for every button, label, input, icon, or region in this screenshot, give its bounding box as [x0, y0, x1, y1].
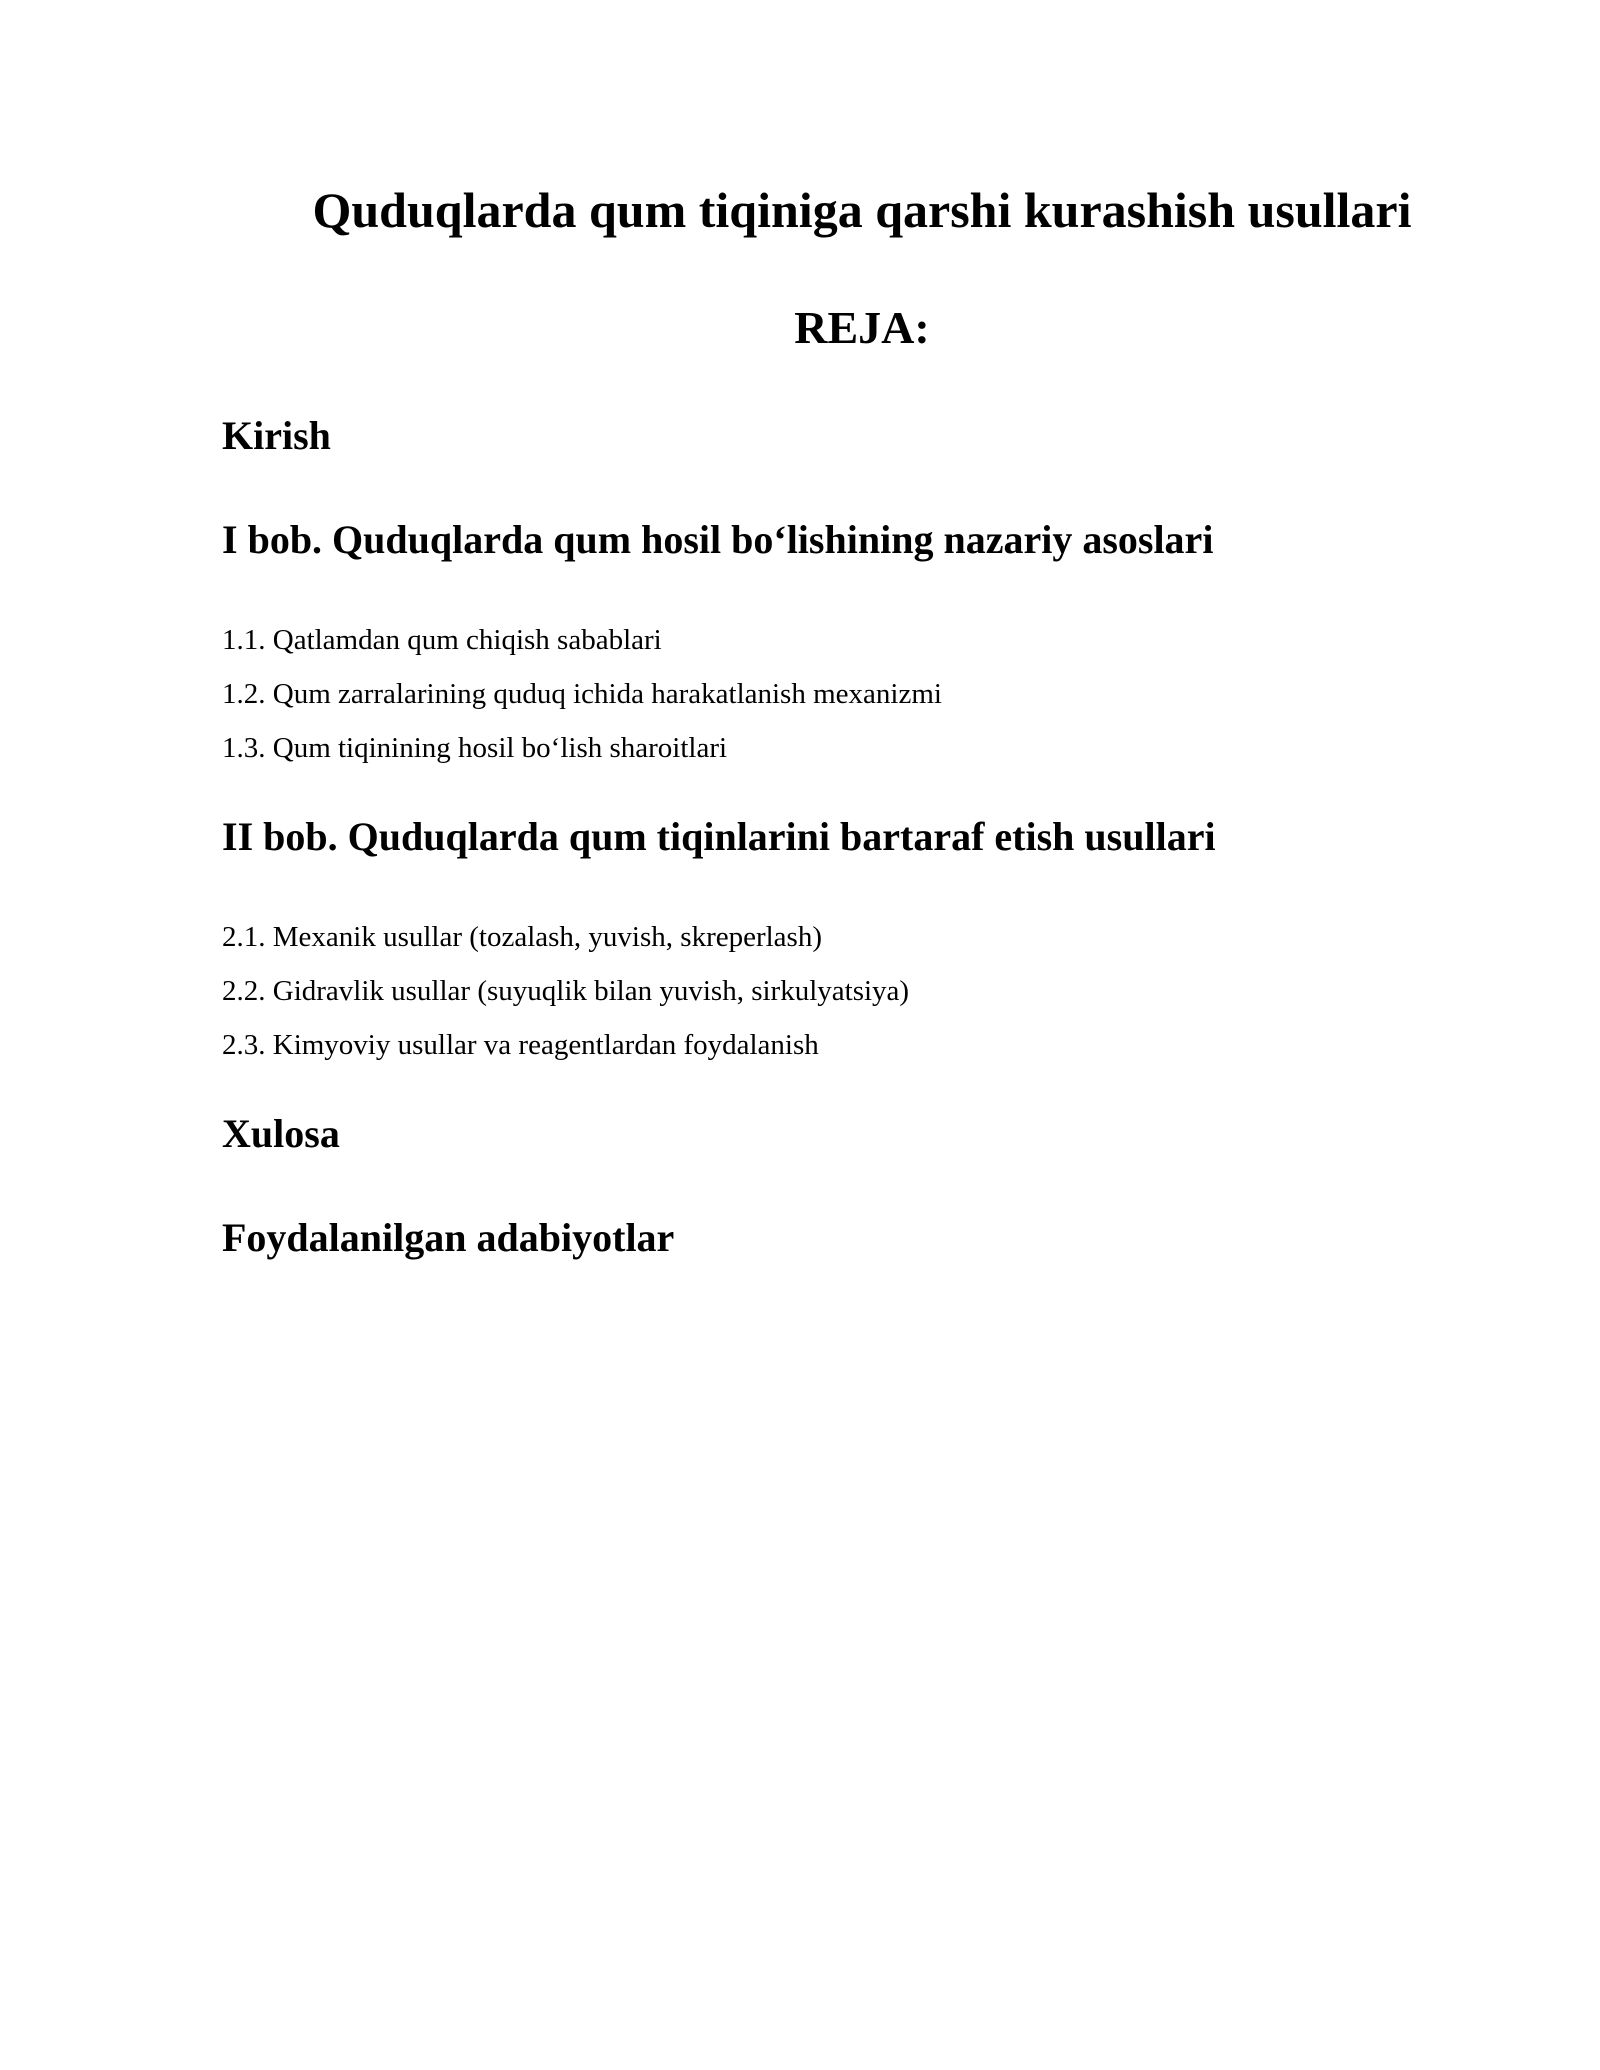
- chapter-2-item: 2.1. Mexanik usullar (tozalash, yuvish, skreperlash): [222, 921, 822, 953]
- section-heading-conclusion: Xulosa: [222, 1111, 340, 1156]
- plan-heading: REJA:: [794, 302, 930, 353]
- chapter-1-heading: I bob. Quduqlarda qum hosil bo‘lishining nazariy asoslari: [222, 517, 1214, 562]
- chapter-1-item: 1.1. Qatlamdan qum chiqish sabablari: [222, 624, 662, 656]
- document-title: Quduqlarda qum tiqiniga qarshi kurashish usullari: [312, 182, 1412, 238]
- section-heading-references: Foydalanilgan adabiyotlar: [222, 1215, 675, 1260]
- chapter-1-item: 1.2. Qum zarralarining quduq ichida harakatlanish mexanizmi: [222, 678, 942, 710]
- chapter-1-item: 1.3. Qum tiqinining hosil bo‘lish sharoitlari: [222, 732, 728, 764]
- chapter-2-item: 2.2. Gidravlik usullar (suyuqlik bilan yuvish, sirkulyatsiya): [222, 975, 910, 1007]
- chapter-2-heading: II bob. Quduqlarda qum tiqinlarini bartaraf etish usullari: [222, 814, 1216, 859]
- chapter-2-item: 2.3. Kimyoviy usullar va reagentlardan foydalanish: [222, 1029, 819, 1061]
- section-heading-intro: Kirish: [222, 413, 331, 458]
